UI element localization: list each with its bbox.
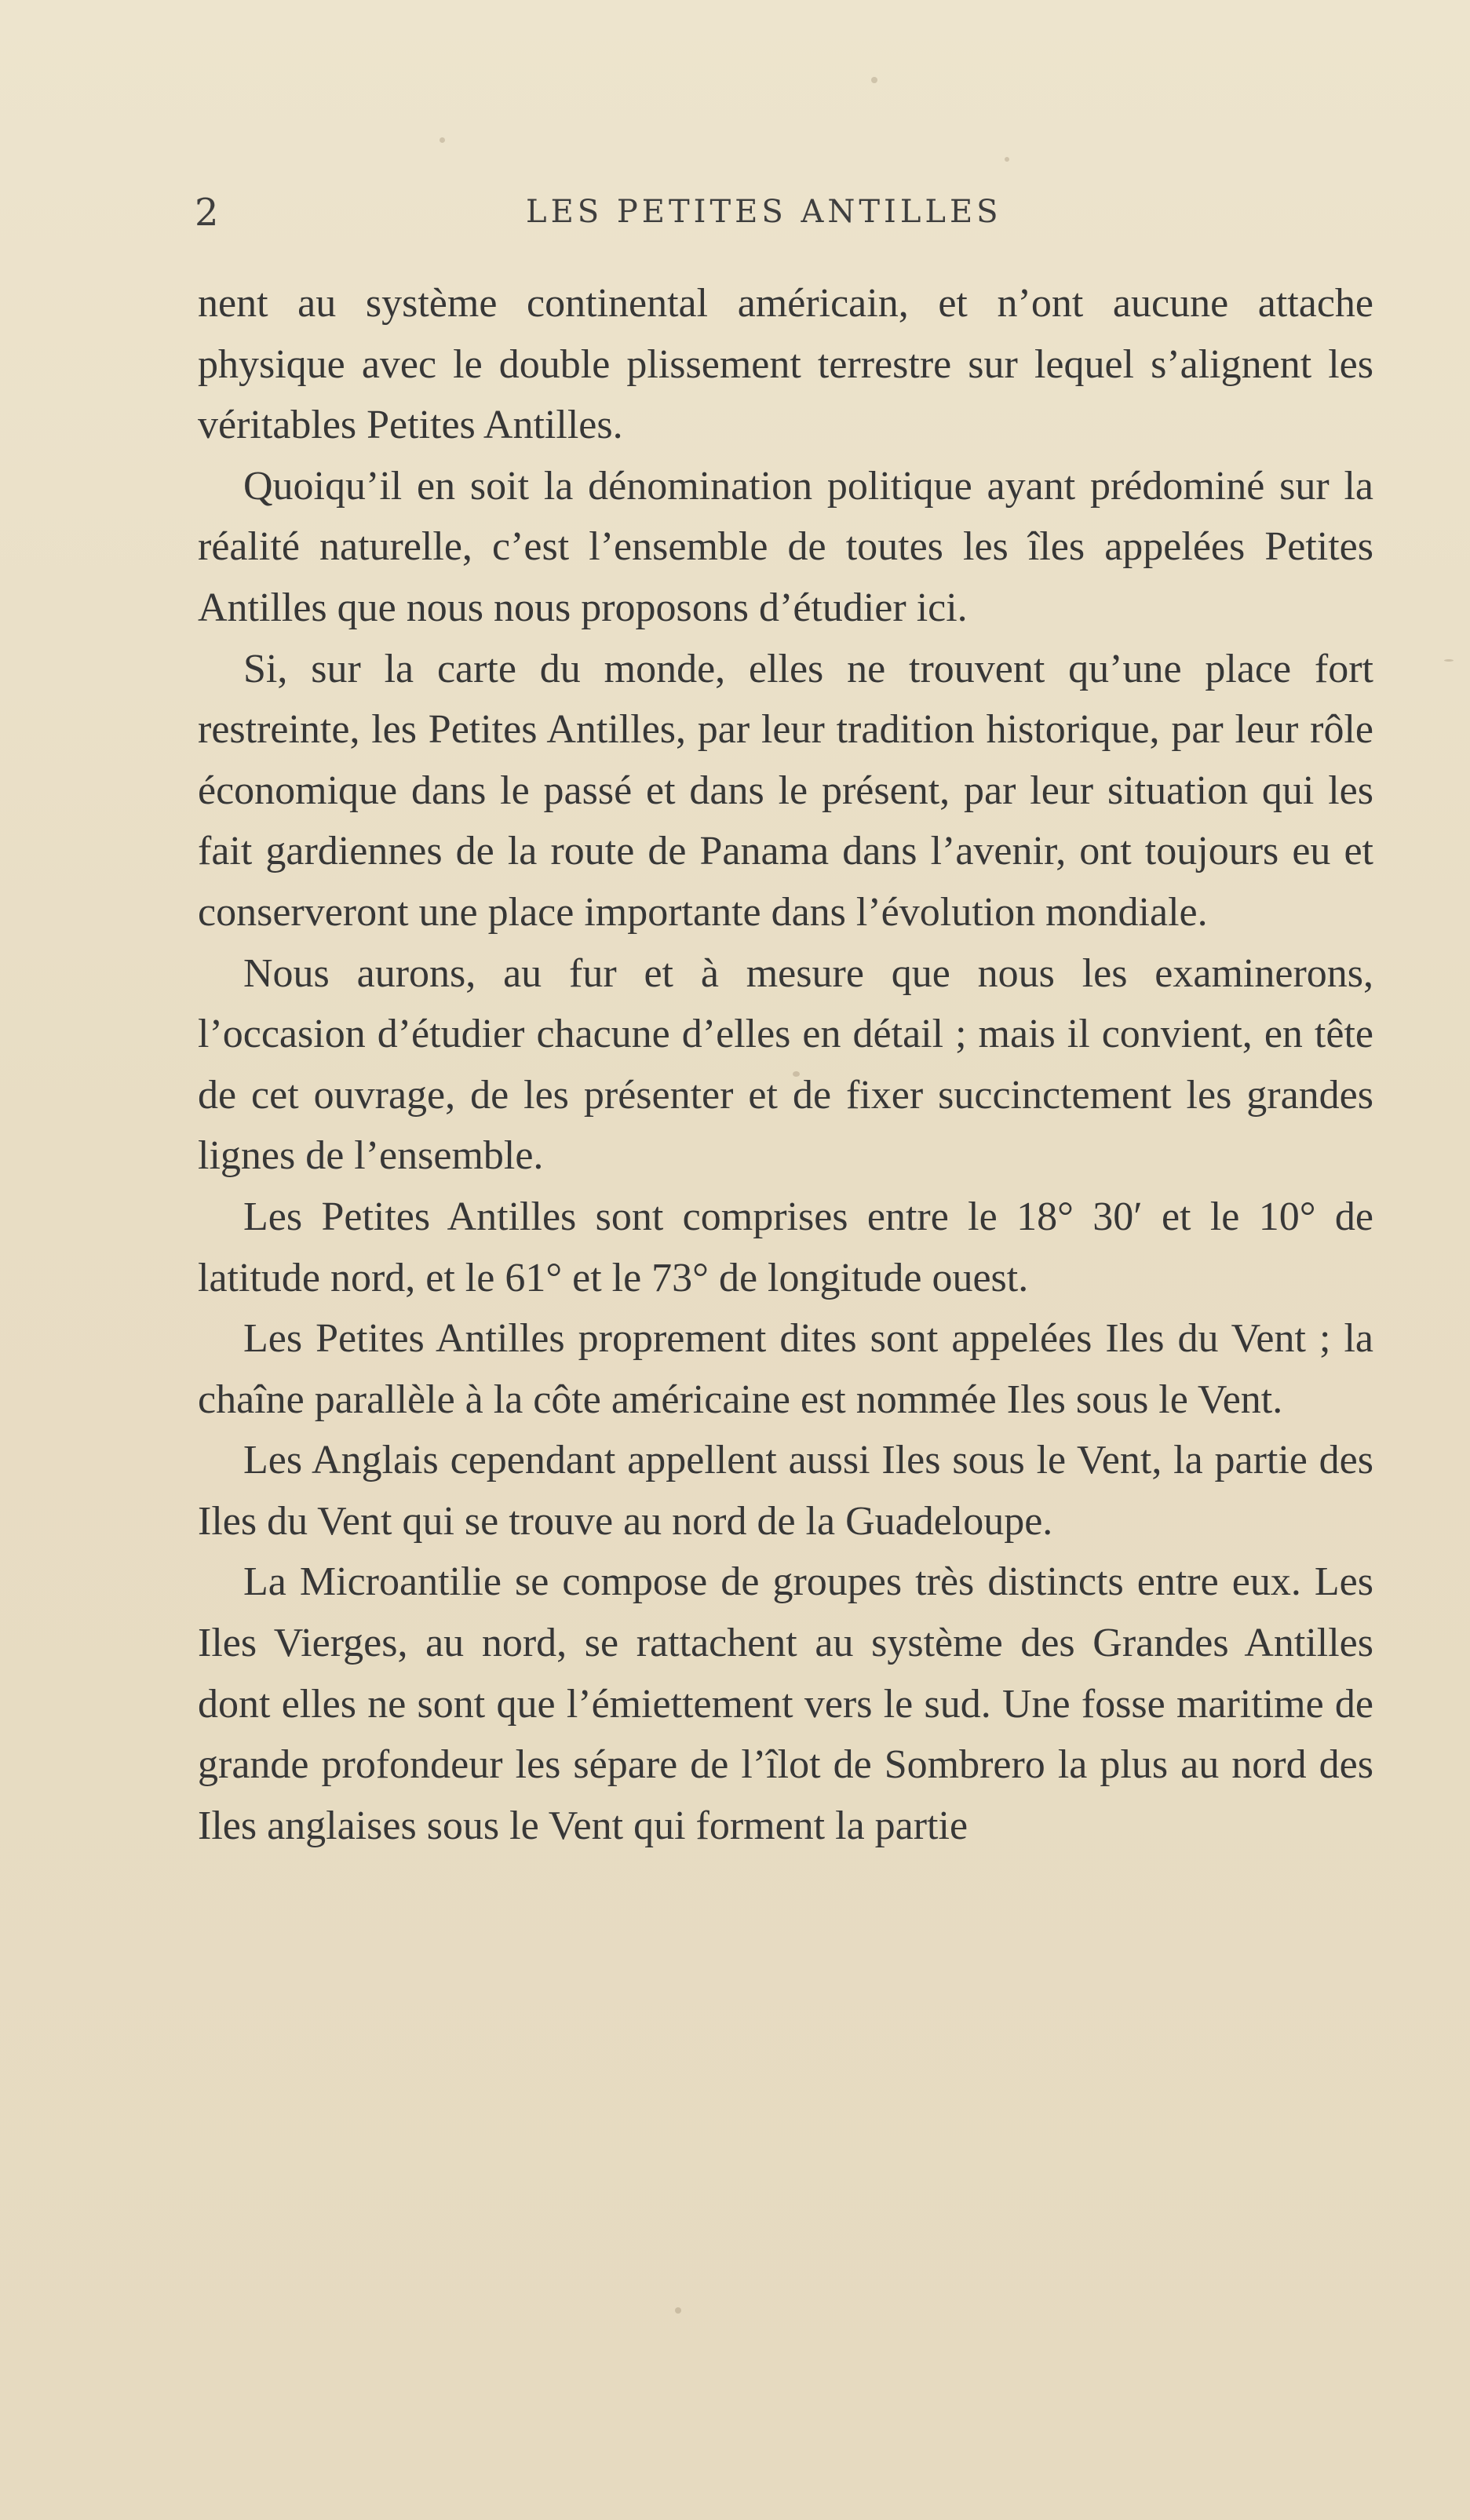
paper-speck: [1444, 659, 1454, 662]
paragraph: Les Petites Antilles sont comprises entre le 18° 30′ et le 10° de latitude nord, et le 61° et le 73° de longitude ouest.: [198, 1194, 1373, 1300]
paragraph: Si, sur la carte du monde, elles ne trouvent qu’une place fort restreinte, les Petites Antilles, par leur tradition historique, par leur rôle économique dans le passé et dans le présent, par leur situation qui les fait gardiennes de la route de Panama dans l’avenir, ont toujours eu et conserveront une place importante dans l’évolution mondiale.: [198, 646, 1373, 935]
page-number: 2: [195, 191, 220, 235]
paper-speck: [871, 77, 877, 83]
paragraph: La Microantilie se compose de groupes très distincts entre eux. Les Iles Vierges, au nord, se rattachent au système des Grandes Antilles dont elles ne sont que l’émiettement vers le sud. Une fosse maritime de grande profondeur les sépare de l’îlot de Sombrero la plus au nord des Iles anglaises sous le Vent qui forment la partie: [198, 1559, 1373, 1848]
running-head: [195, 191, 1372, 238]
paragraph: Nous aurons, au fur et à mesure que nous les examinerons, l’occasion d’étudier chacune d’elles en détail ; mais il convient, en tête de cet ouvrage, de les présenter et de fixer succinctement les grandes lignes de l’ensemble.: [198, 950, 1373, 1179]
paper-speck: [440, 137, 445, 143]
body-text: [198, 273, 1373, 1856]
paragraph: Quoiqu’il en soit la dénomination politique ayant prédominé sur la réalité naturelle, c’est l’ensemble de toutes les îles appelées Petites Antilles que nous nous proposons d’étudier ici.: [198, 463, 1373, 630]
running-title: LES PETITES ANTILLES: [526, 194, 1002, 230]
paragraph: Les Anglais cependant appellent aussi Iles sous le Vent, la partie des Iles du Vent qui se trouve au nord de la Guadeloupe.: [198, 1438, 1373, 1544]
paragraph: Les Petites Antilles proprement dites sont appelées Iles du Vent ; la chaîne parallèle à la côte américaine est nommée Iles sous le Vent.: [198, 1316, 1373, 1422]
paper-speck: [1005, 157, 1009, 162]
paper-speck: [675, 2307, 681, 2314]
paragraph: nent au système continental américain, et n’ont aucune attache physique avec le double plissement terrestre sur lequel s’alignent les véritables Petites Antilles.: [198, 281, 1373, 448]
